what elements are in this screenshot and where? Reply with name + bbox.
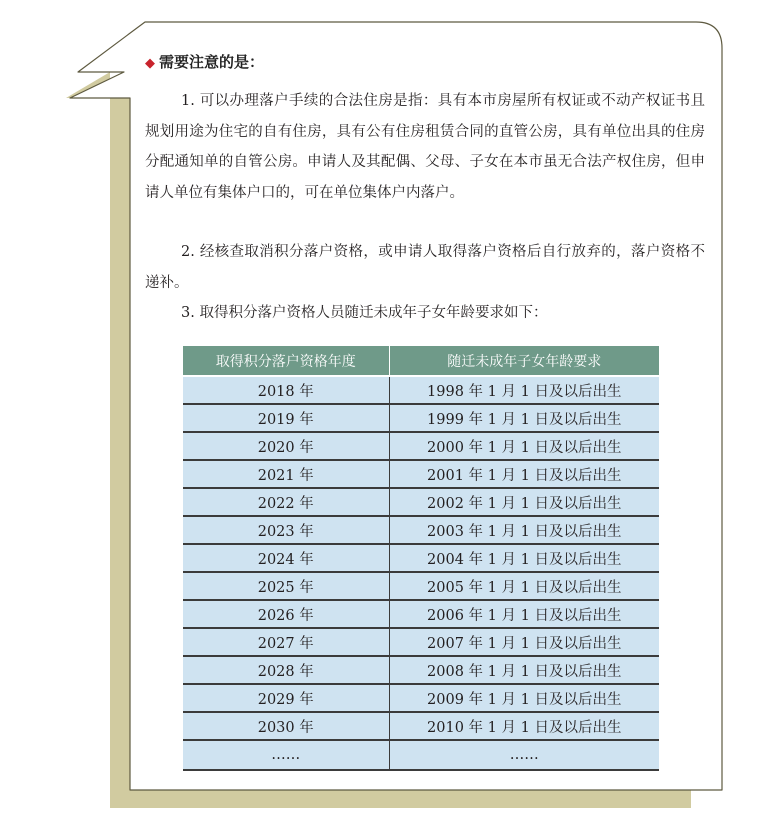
table-row — [183, 460, 659, 488]
cell-requirement: 2004 年 1 月 1 日及以后出生 — [389, 544, 659, 572]
cell-year: 2028 年 — [183, 656, 389, 684]
cell-year: 2018 年 — [183, 376, 389, 404]
paragraph-1 — [145, 86, 705, 208]
table-row — [183, 516, 659, 544]
cell-year: 2030 年 — [183, 712, 389, 740]
cell-requirement: 2010 年 1 月 1 日及以后出生 — [389, 712, 659, 740]
diamond-bullet-icon: ◆ — [145, 56, 155, 71]
cell-requirement: 2001 年 1 月 1 日及以后出生 — [389, 460, 659, 488]
cell-requirement: 2009 年 1 月 1 日及以后出生 — [389, 684, 659, 712]
cell-year: 2029 年 — [183, 684, 389, 712]
cell-requirement: 1998 年 1 月 1 日及以后出生 — [389, 376, 659, 404]
age-requirement-table — [183, 346, 659, 771]
cell-year: 2023 年 — [183, 516, 389, 544]
table-row — [183, 404, 659, 432]
paragraph-2 — [145, 237, 705, 298]
note-heading — [145, 51, 264, 72]
table-row — [183, 488, 659, 516]
cell-year: 2019 年 — [183, 404, 389, 432]
column-header-year: 取得积分落户资格年度 — [183, 346, 389, 376]
cell-requirement: 2002 年 1 月 1 日及以后出生 — [389, 488, 659, 516]
table-row — [183, 376, 659, 404]
cell-requirement: 2000 年 1 月 1 日及以后出生 — [389, 432, 659, 460]
paragraph-1-text: 1. 可以办理落户手续的合法住房是指：具有本市房屋所有权证或不动产权证书且规划用途为住宅的自有住房，具有公有住房租赁合同的直管公房，具有单位出具的住房分配通知单的自管公房。申请人及其配偶、父母、子女在本市虽无合法产权住房，但申请人单位有集体户口的，可在单位集体户内落户。 — [145, 93, 705, 201]
paragraph-3-text: 3. 取得积分落户资格人员随迁未成年子女年龄要求如下： — [181, 305, 548, 321]
cell-year: 2025 年 — [183, 572, 389, 600]
table-row — [183, 656, 659, 684]
cell-year: 2021 年 — [183, 460, 389, 488]
table-row — [183, 572, 659, 600]
cell-requirement: …… — [389, 740, 659, 770]
cell-requirement: 2003 年 1 月 1 日及以后出生 — [389, 516, 659, 544]
note-heading-text: 需要注意的是： — [159, 53, 265, 71]
cell-requirement: 2006 年 1 月 1 日及以后出生 — [389, 600, 659, 628]
table-header-row — [183, 346, 659, 376]
paragraph-2-text: 2. 经核查取消积分落户资格，或申请人取得落户资格后自行放弃的，落户资格不递补。 — [145, 244, 705, 291]
cell-year: 2022 年 — [183, 488, 389, 516]
column-header-requirement: 随迁未成年子女年龄要求 — [389, 346, 659, 376]
table-row — [183, 684, 659, 712]
cell-year: 2027 年 — [183, 628, 389, 656]
table-row — [183, 432, 659, 460]
cell-year: 2024 年 — [183, 544, 389, 572]
cell-requirement: 2008 年 1 月 1 日及以后出生 — [389, 656, 659, 684]
table-row — [183, 600, 659, 628]
table-row — [183, 740, 659, 770]
cell-requirement: 1999 年 1 月 1 日及以后出生 — [389, 404, 659, 432]
paragraph-3 — [145, 298, 705, 329]
table-row — [183, 712, 659, 740]
table-row — [183, 628, 659, 656]
cell-year: 2026 年 — [183, 600, 389, 628]
table-row — [183, 544, 659, 572]
cell-requirement: 2007 年 1 月 1 日及以后出生 — [389, 628, 659, 656]
cell-year: …… — [183, 740, 389, 770]
cell-requirement: 2005 年 1 月 1 日及以后出生 — [389, 572, 659, 600]
cell-year: 2020 年 — [183, 432, 389, 460]
